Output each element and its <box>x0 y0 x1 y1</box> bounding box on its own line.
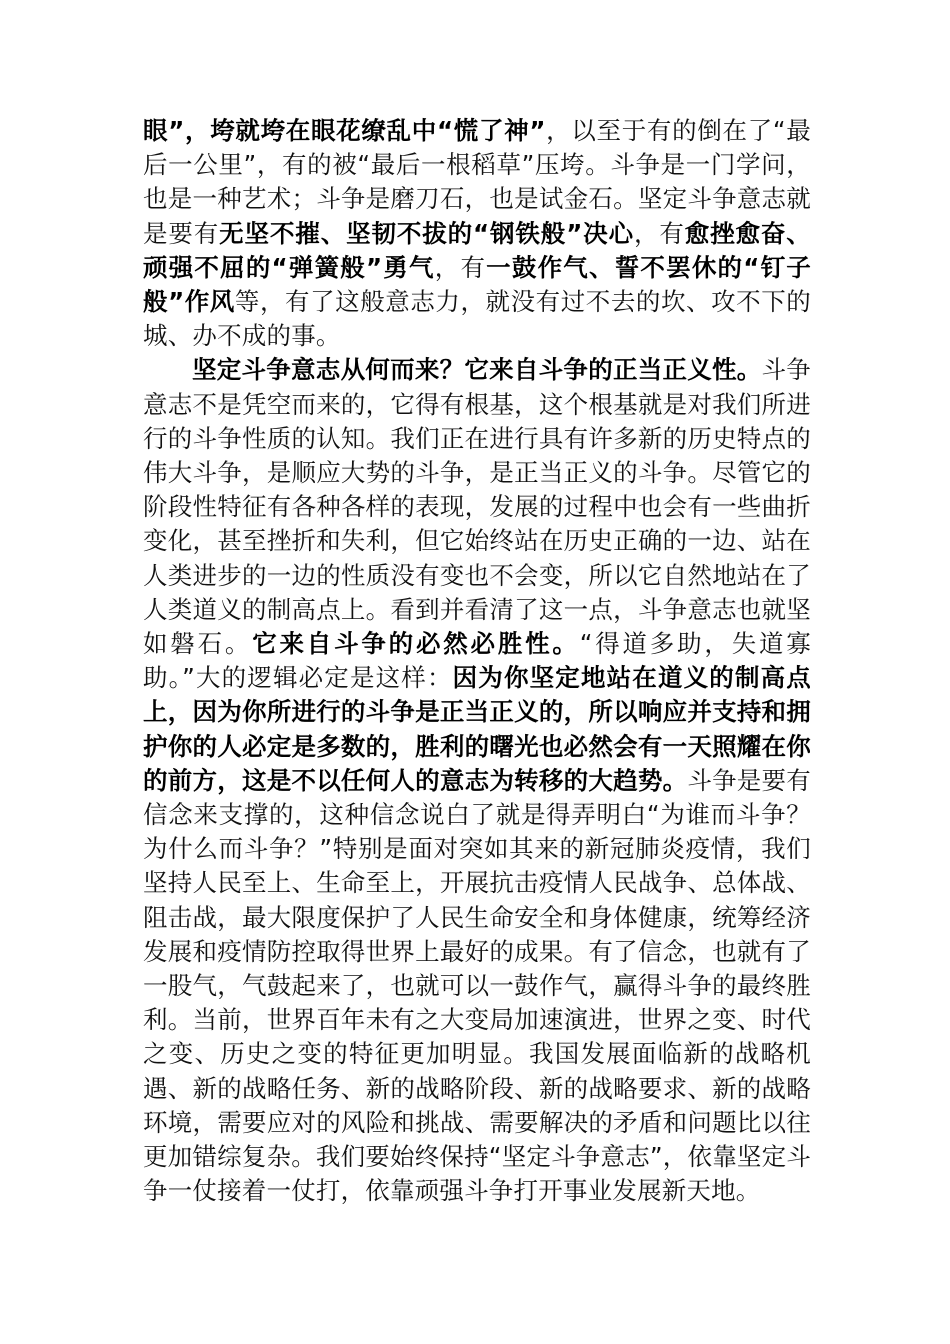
bold-run: 眼”，垮就垮在眼花缭乱中“慌了神” <box>143 116 546 145</box>
text-run: ，以至于有的倒在了“最后一公里”，有的被“最后一根稻草”压垮。斗争是一门学问，也是一种艺术；斗争是磨刀石，也是试金石。坚定斗争意志就是要有 <box>143 116 811 248</box>
text-run: ，有 <box>434 252 487 282</box>
text-run: ，有 <box>633 218 685 248</box>
text-run: 斗争意志不是凭空而来的，它得有根基，这个根基就是对我们所进行的斗争性质的认知。我们正在进行具有许多新的历史特点的伟大斗争，是顺应大势的斗争，是正当正义的斗争。尽管它的阶段性特征有各种各样的表现，发展的过程中也会有一些曲折变化，甚至挫折和失利，但它始终站在历史正确的一边、站在人类进步的一边的性质没有变也不会变，所以它自然地站在了人类道义的制高点上。看到并看清了这一点，斗争意志也就坚如磐石。 <box>143 355 811 659</box>
bold-run: 坚定斗争意志从何而来？它来自斗争的正当正义性。 <box>192 355 762 385</box>
bold-run: 它来自斗争的必然必胜性。 <box>252 629 580 659</box>
text-run: 斗争是要有信念来支撑的，这种信念说白了就是得弄明白“为谁而斗争？为什么而斗争？”特别是面对突如其来的新冠肺炎疫情，我们坚持人民至上、生命至上，开展抗击疫情人民战争、总体战、阻击战，最大限度保护了人民生命安全和身体健康，统筹经济发展和疫情防控取得世界上最好的成果。有了信念，也就有了一股气，气鼓起来了，也就可以一鼓作气，赢得斗争的最终胜利。当前，世界百年未有之大变局加速演进，世界之变、时代之变、历史之变的特征更加明显。我国发展面临新的战略机遇、新的战略任务、新的战略阶段、新的战略要求、新的战略环境，需要应对的风险和挑战、需要解决的矛盾和问题比以往更加错综复杂。我们要始终保持“坚定斗争意志”，依靠坚定斗争一仗接着一仗打，依靠顽强斗争打开事业发展新天地。 <box>143 765 811 1206</box>
paragraph-2 <box>143 353 811 1208</box>
text-run: 等，有了这般意志力，就没有过不去的坎、攻不下的城、办不成的事。 <box>143 287 811 351</box>
bold-run: 愈挫愈奋、顽强不屈的“弹簧般”勇气 <box>143 218 811 282</box>
bold-run: 一鼓作气、誓不罢休的“钉子般”作风 <box>143 252 811 317</box>
bold-run: 因为你坚定地站在道义的制高点上，因为你所进行的斗争是正当正义的，所以响应并支持和拥护你的人必定是多数的，胜利的曙光也必然会有一天照耀在你的前方，这是不以任何人的意志为转移的大趋势。 <box>143 663 811 795</box>
text-run: “得道多助，失道寡助。”大的逻辑必定是这样： <box>143 629 811 693</box>
document-page <box>143 114 811 1209</box>
bold-run: 无坚不摧、坚韧不拔的“钢铁般”决心 <box>219 218 634 248</box>
paragraph-1 <box>143 114 811 353</box>
